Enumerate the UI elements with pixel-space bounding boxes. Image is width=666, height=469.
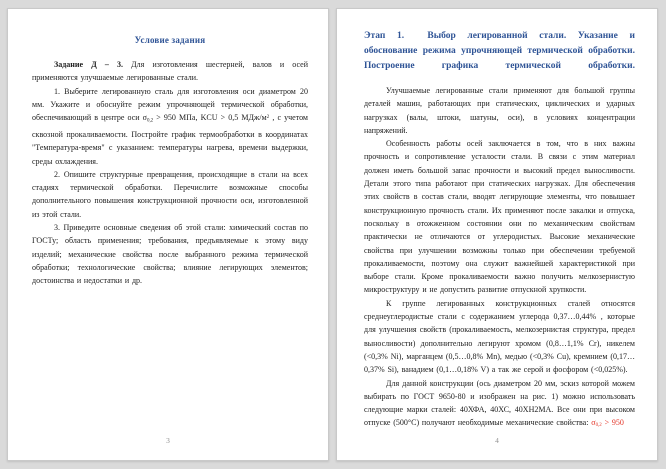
paragraph [32,58,308,85]
text-run: К группе легированных конструкционных сталей относятся среднеуглеродистые стали с содержанием углерода 0,37…0,44% , которые для улучшения свойств (прокаливаемость, мелкозернистая структура, предел выносливости) дополнительно легируют хромом (0,8…1,1% Cr), никелем (<0,3% Ni), марганцем (0,5…0,8% Mn), медью (<0,3% Cu), кремнием (0,17…0,37% Si), ванадием (0,1…0,18% V) а так же серой и фосфором (<0,025%). [364,298,635,375]
text-run: Особенность работы осей заключается в том, что в них важны прочность и сопротивление усталости стали. В связи с этим материал должен иметь большой запас прочности и высокий предел выносливости. Детали этого типа работают при статических нагрузках. Для обеспечения этих свойств в состав стали, вводят легирующие элементы, что повышает конструкционную прочность стали. Их применяют после закалки и отпуска, поскольку в отожженном состоянии они по механическим свойствам практически не отличаются от углеродистых. Высокие механические свойства при улучшении возможны только при обеспечении требуемой прокаливаемости, поэтому она служит важнейшей характеристикой при выборе стали. Кроме прокаливаемости важно получить мелкозернистую микроструктуру и не допустить развитие отпускной хрупкости. [364,139,635,295]
text-run-red: > 950 [601,418,624,428]
stage-heading: Этап 1. Выбор легированной стали. Указание и обоснование режима упрочняющей термической обработки. Построение графика термической обработки. [364,31,635,71]
text-run-sub: 0,2 [146,118,154,124]
text-run: 3. Приведите основные сведения об этой стали: химический состав по ГОСТу; область применения; требования, предъявляемые к этому виду изделий; механические свойства после выбранного режима термической обработки; технологические свойства; влияние легирующих элементов; достоинства и недостатки и др. [32,223,308,286]
text-run-sup: 2 [266,115,270,121]
text-run: Улучшаемые легированные стали применяют для большой группы деталей машин, работающих при статических, циклических и ударных нагрузках (валы, штоки, шатуны, оси), в условиях концентрации напряжений. [364,86,635,135]
page-title: Условие задания [134,35,206,45]
text-run: 1. Выберите легированную сталь для изготовления оси диаметром 20 мм. Укажите и обоснуйте режим упрочняющей термической обработки, обеспечивающий в центре оси σ [32,86,308,123]
text-run-red-sub: 0,2 [595,423,602,429]
page-number-left: 3 [166,436,170,445]
page-left [7,8,329,461]
paragraph [32,85,308,168]
page-right [336,8,658,461]
text-run: > 950 МПа, KCU > 0,5 МДж/м [153,113,267,123]
paragraph [364,84,635,137]
paragraph [364,137,635,297]
text-run: 2. Опишите структурные превращения, происходящие в стали на всех стадиях термической обработки. Перечислите возможные способы дополнительного повышения конструкционной прочности оси, изготовленной из этой стали. [32,169,308,219]
text-run: , с учетом сквозной прокаливаемости. Постройте график термообработки в координатах "Температура-время" с указанием: температуры нагрева, времени выдержки, среды охлаждения. [32,113,308,166]
paragraph [32,168,308,221]
page-number-right: 4 [495,436,499,445]
paragraph [364,377,635,433]
paragraph [32,221,308,287]
left-page-paragraphs [32,58,308,288]
right-page-paragraphs [364,84,635,433]
paragraph [364,297,635,377]
page-right-body [337,9,657,460]
text-run: Для изготовления шестерней, валов и осей применяются улучшаемые легированные стали. [32,60,308,83]
text-run-b: Задание Д – 3. [54,60,124,69]
text-run-red: σ [591,418,596,428]
page-left-body [8,9,328,460]
text-run: Для данной конструкции (ось диаметром 20 мм, эскиз которой можем выбирать по ГОСТ 9650-80 и изображен на рис. 1) можно использовать следующие марки сталей: 40ХФА, 40ХС, 40ХН2МА. Все они при высоком отпуске (500°С) получают необходимые механические свойства: [364,378,635,428]
